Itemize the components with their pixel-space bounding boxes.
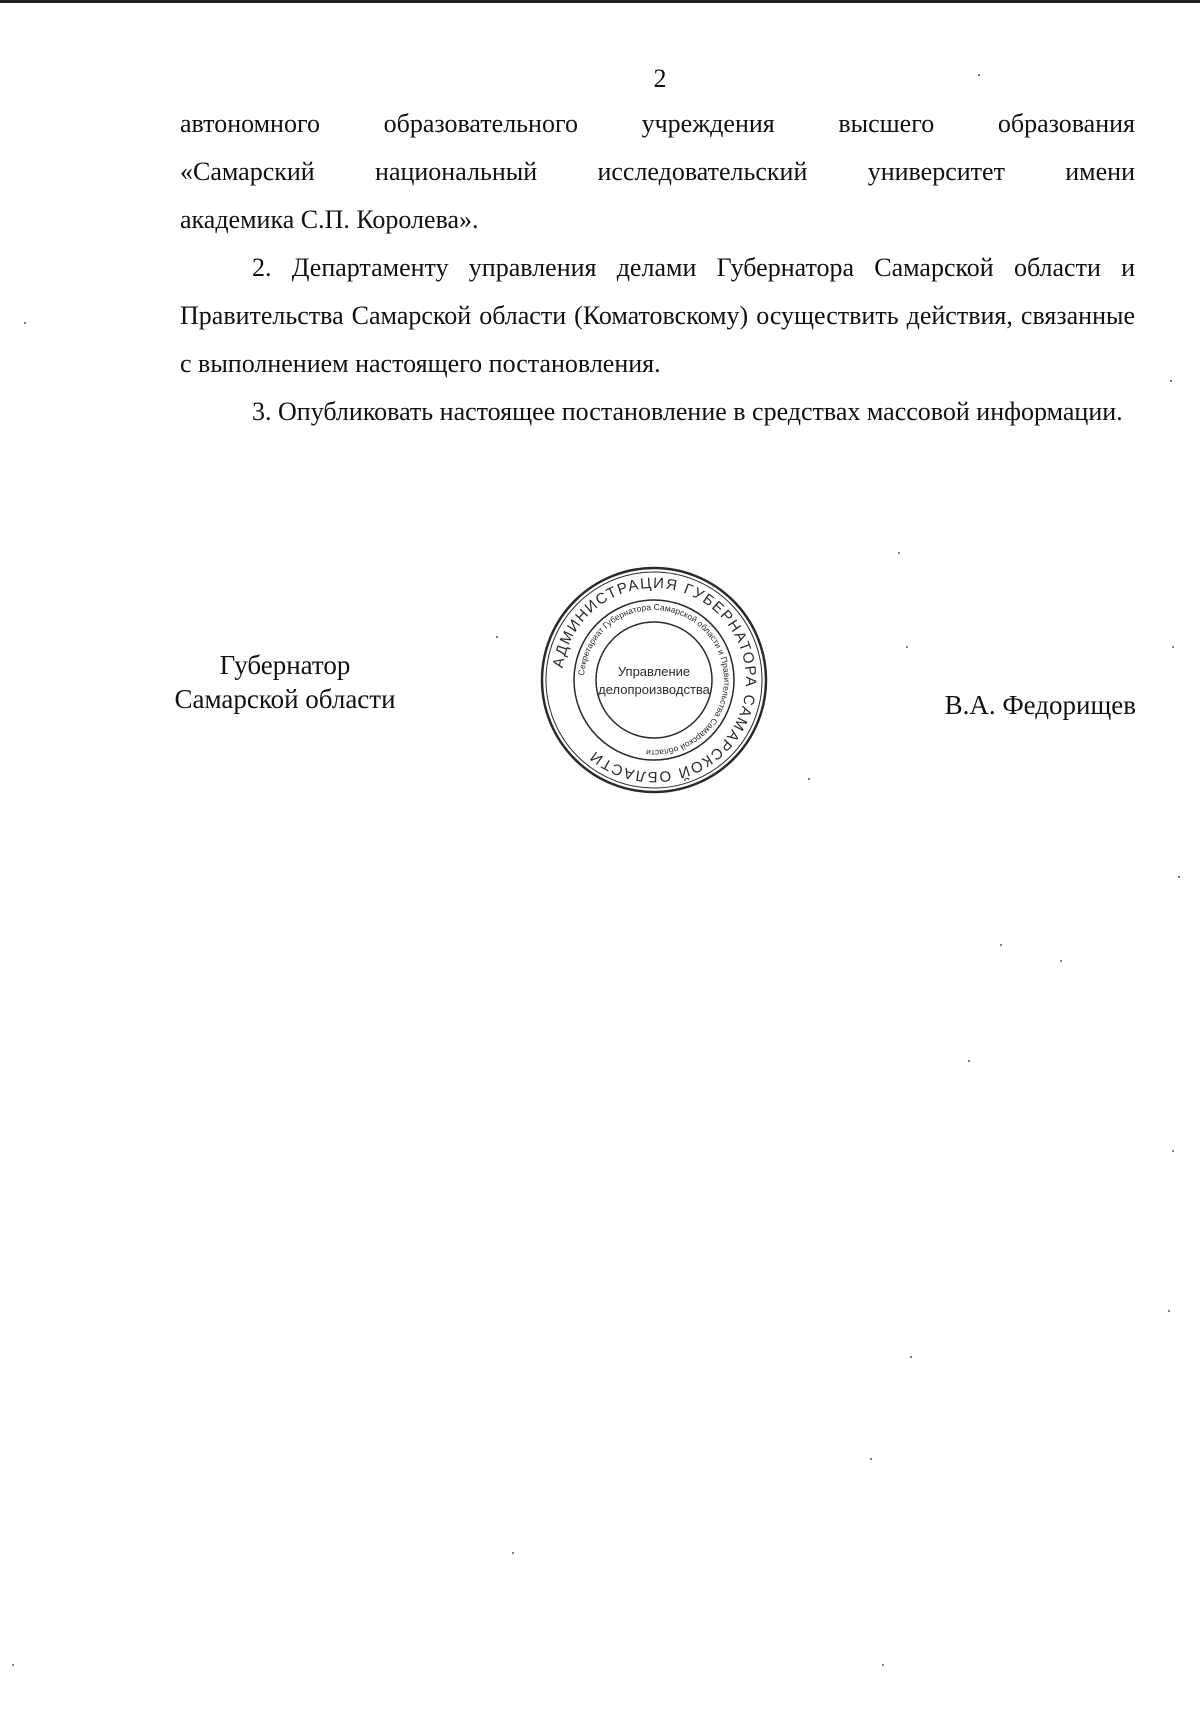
seal-center-line-1: Управление <box>617 664 691 679</box>
paragraph-2: 2. Департаменту управления делами Губернатора Самарской области и Правительства Самарской области (Коматовскому) осуществить действия, связанные с выполнением настоящего постановления. <box>180 253 1135 378</box>
seal-center-line-2: делопроизводства <box>598 682 710 697</box>
scan-speck <box>968 1060 970 1062</box>
seal-outer-text: АДМИНИСТРАЦИЯ ГУБЕРНАТОРА САМАРСКОЙ ОБЛАСТИ <box>549 574 760 786</box>
scan-speck <box>496 636 498 638</box>
scan-speck <box>24 322 26 324</box>
official-seal-graphic <box>538 564 770 796</box>
scan-speck <box>910 1356 912 1358</box>
signatory-position <box>140 648 430 716</box>
scan-speck <box>870 1458 872 1460</box>
scan-speck <box>906 646 908 648</box>
scan-speck <box>808 778 810 780</box>
signatory-position-line-2: Самарской области <box>174 684 396 714</box>
paragraph-1-line-2: «Самарский национальный исследовательский университет имени <box>180 157 1135 186</box>
scan-speck <box>978 74 980 76</box>
scan-speck <box>512 1552 514 1554</box>
scan-speck <box>898 552 900 554</box>
scan-speck <box>12 1664 14 1666</box>
scan-speck <box>1060 960 1062 962</box>
scan-speck <box>1168 1310 1170 1312</box>
signatory-name: В.А. Федорищев <box>944 690 1136 720</box>
paragraph-3: 3. Опубликовать настоящее постановление в средствах массовой информации. <box>252 397 1123 426</box>
scan-speck <box>1170 380 1172 382</box>
official-seal <box>538 564 770 796</box>
signatory-position-line-1: Губернатор <box>219 650 351 680</box>
document-body <box>180 100 1135 436</box>
top-scan-border <box>0 0 1200 3</box>
scan-speck <box>1178 876 1180 878</box>
paragraph-1-line-1: автономного образовательного учреждения высшего образования <box>180 109 1135 138</box>
scan-speck <box>1000 944 1002 946</box>
scan-speck <box>882 1664 884 1666</box>
paragraph-1-line-3: академика С.П. Королева». <box>180 205 479 234</box>
page-number: 2 <box>653 64 667 93</box>
scan-speck <box>1172 1150 1174 1152</box>
seal-inner-ring-text: Секретариат Губернатора Самарской области и Правительства Самарской области <box>576 601 733 759</box>
scan-speck <box>1172 646 1174 648</box>
